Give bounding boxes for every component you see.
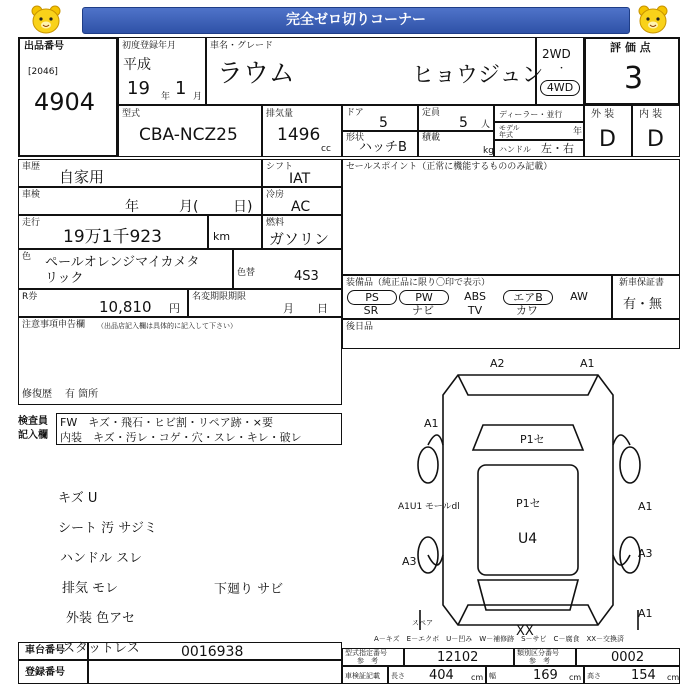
shift-label: シフト [266,162,294,172]
hand-note-4: 排気 モレ [62,581,119,596]
shape-box [342,131,418,157]
diagram-mark-a1-rear: A1 [638,607,653,620]
dims-label: 車検証記載 [345,672,380,680]
load-unit: kg [483,146,494,156]
model-designation-label: 型式指定番号 [345,649,387,657]
displacement-box [262,105,342,157]
reg-month-unit: 月 [193,92,203,102]
recycle-value: 10,810 [99,298,152,316]
category-ref: 参 考 [529,657,550,665]
car-grade: ヒョウジュン [412,63,544,88]
hand-note-extra: 下廻り サビ [214,582,284,597]
model-value: CBA-NCZ25 [139,125,238,145]
inspector-row-1: FW キズ・飛石・ヒビ割・リペア跡・×要 [60,416,273,429]
fuel-label: 燃料 [266,218,285,228]
color-label: 色 [22,252,32,262]
ac-box [262,187,342,215]
grade-box [584,37,680,105]
capacity-box [418,105,494,131]
registry-label-box [18,660,88,684]
reg-era: 平成 [123,57,151,73]
diagram-mark-u4: U4 [518,531,538,547]
registry-value-box [88,660,342,684]
length-value: 404 [429,668,454,683]
notes-label: 注意事項申告欄 [22,320,86,330]
diagram-mark-a3-right: A3 [638,547,653,560]
inspector-label-2: 記入欄 [18,430,48,441]
equipment-item: エアB [503,290,553,305]
chassis-label: 車台番号 [25,645,65,656]
sales-point-label: セールスポイント（正常に機能するもののみ記載） [346,162,553,172]
lot-sub: [2046] [28,67,58,77]
dims-label-box [342,666,388,684]
dealer-box [494,105,584,122]
color-line2: リック [45,271,84,286]
car-box [206,37,544,105]
diagram-legend: A－キズ E－エクボ U－凹み W－補修跡 S－サビ C－腐食 XX－交換済 [374,635,625,643]
equipment-box [342,275,612,319]
load-label: 積載 [422,133,441,143]
mileage-box [18,215,208,249]
grade-int: D [647,127,664,152]
drive-4wd: 4WD [540,80,580,96]
fuel-box [262,215,342,249]
equipment-item: SR [363,304,379,317]
shift-value: IAT [289,171,311,187]
diagram-mark-a1-left: A1 [424,417,439,430]
reg-year-unit: 年 [161,92,171,102]
equipment-item: AW [570,290,588,303]
inspection-label: 車検 [22,190,41,200]
shape-value: ハッチB [359,140,407,155]
handle-label: ハンドル [499,145,531,154]
auction-sheet [18,37,680,692]
hand-note-5: 外装 色アセ [66,611,136,626]
inspector-row-2: 内装 キズ・汚レ・コゲ・穴・スレ・キレ・破レ [60,431,302,444]
drive-box [536,37,584,105]
doors-value: 5 [379,115,388,131]
car-label: 車名・グレード [210,41,274,51]
capacity-value: 5 [459,115,468,131]
handle-value: 左・右 [541,142,574,155]
color-code-box [233,249,342,289]
height-value: 154 [631,668,656,683]
equipment-row-1 [347,290,609,304]
equipment-item: PW [399,290,449,305]
chassis-label-box [18,642,88,660]
model-designation-label-box [342,648,404,666]
width-value: 169 [533,668,558,683]
color-code: 4S3 [294,269,319,284]
usage-box [18,159,262,187]
model-year-label: モデル 年式 [499,124,520,139]
car-damage-diagram [398,355,660,635]
capacity-unit: 人 [481,120,491,130]
inspection-box [18,187,262,215]
model-year-unit: 年 [573,127,583,137]
dealer-label: ディーラー・並行 [499,110,563,119]
name-change-box [188,289,342,317]
height-unit: cm [667,673,680,682]
reg-year: 19 [127,78,150,99]
model-box [118,105,262,157]
model-label: 型式 [122,109,141,119]
mileage-unit-box [208,215,262,249]
name-change-day: 日 [317,302,328,315]
diagram-mark-a1-right: A1 [638,500,653,513]
notes-box [18,317,342,405]
page-title: 完全ゼロ切りコーナー [82,7,630,34]
bear-mascot-icon [28,4,64,36]
usage-value: 自家用 [59,168,105,186]
equipment-item: TV [467,304,483,317]
warranty-value: 有・無 [623,297,663,312]
width-unit: cm [569,673,582,682]
drive-dot: ・ [557,64,567,74]
inspector-label-1: 検査員 [18,416,48,427]
hand-note-6: スタットレス [62,641,140,656]
color-code-label: 色替 [237,268,256,278]
category-label-box [514,648,576,666]
displacement-value: 1496 [277,125,321,145]
warranty-label: 新車保証書 [619,278,665,288]
diagram-mark-xx: XX [516,624,534,635]
ac-label: 冷房 [266,190,285,200]
height-box [584,666,680,684]
load-box [418,131,494,157]
lot-number: 4904 [34,88,96,116]
equipment-item: ABS [464,290,486,303]
drive-2wd: 2WD [542,47,571,61]
diagram-mark-a3-left: A3 [402,555,417,568]
lot-label: 出品番号 [24,41,64,52]
fuel-value: ガソリン [269,230,330,248]
grade-int-box [632,105,680,157]
diagram-mark-p1-roof: P1セ [516,497,541,510]
shape-label: 形状 [346,133,365,143]
inspection-month: 月( [179,199,199,215]
recycle-label: R券 [22,292,38,302]
equipment-item: カワ [516,304,538,317]
bear-mascot-icon [635,4,671,36]
warranty-box [612,275,680,319]
hand-note-2: シート 汚 サジミ [58,521,158,536]
grade-score: 3 [624,61,644,96]
category-label: 類別区分番号 [517,649,559,657]
notes-sub: （出品店記入欄は具体的に記入して下さい） [97,322,237,330]
name-change-label: 名変期限期限 [192,292,247,302]
hand-note-1: キズ U [58,491,98,506]
color-box [18,249,233,289]
length-box [388,666,486,684]
mileage-value: 19万1千923 [63,227,162,247]
mileage-label: 走行 [22,218,41,228]
category: 0002 [611,650,645,665]
reg-box [118,37,206,105]
inspection-year: 年 [125,199,139,215]
model-designation: 12102 [437,650,479,665]
displacement-unit: cc [321,144,331,154]
grade-ext: D [599,127,616,152]
grade-label: 評 価 点 [610,41,651,54]
height-label: 高さ [587,672,601,680]
chassis-value: 0016938 [181,644,244,660]
recycle-unit: 円 [169,302,180,315]
grade-int-label: 内 装 [639,109,663,120]
chassis-value-box [88,642,342,660]
repair-label: 修復歴 [22,389,52,400]
equipment-item [555,304,603,317]
recycle-box [18,289,188,317]
model-designation-box [404,648,514,666]
diagram-mark-a2: A2 [490,357,505,370]
inspector-box [56,413,342,445]
registry-label: 登録番号 [25,667,65,678]
category-box [576,648,680,666]
grade-ext-label: 外 装 [591,109,615,120]
reg-label: 初度登録年月 [122,41,177,51]
spare-label: スペア [412,619,433,627]
diagram-mark-a1-top: A1 [580,357,595,370]
mileage-unit: km [213,230,231,243]
name-change-month: 月 [283,302,294,315]
grade-ext-box [584,105,632,157]
doors-label: ドア [346,108,364,118]
model-designation-ref: 参 考 [357,657,378,665]
usage-label: 車歴 [22,162,41,172]
lot-box [18,37,118,157]
later-box [342,319,680,349]
inspection-day: 日) [233,199,253,215]
equipment-label: 装備品（純正品に限り〇印で表示） [346,278,491,288]
displacement-label: 排気量 [266,109,294,119]
sales-point-box [342,159,680,275]
later-label: 後日品 [346,322,374,332]
diagram-mark-p1-front: P1セ [520,433,545,446]
equipment-item: PS [347,290,397,305]
equipment-row-2 [347,304,609,318]
car-name: ラウム [217,59,295,89]
handle-box [494,140,584,157]
ac-value: AC [291,199,311,215]
equipment-item: ナビ [412,304,434,317]
diagram-mark-a1u1: A1U1 モールdl [398,502,460,512]
length-label: 長さ [391,672,405,680]
shift-box [262,159,342,187]
doors-box [342,105,418,131]
reg-month: 1 [175,78,187,99]
model-year-box [494,122,584,140]
hand-note-3: ハンドル スレ [60,551,143,566]
color-line1: ペールオレンジマイカメタ [45,255,200,270]
capacity-label: 定員 [422,108,441,118]
length-unit: cm [471,673,484,682]
width-label: 幅 [489,672,496,680]
repair-value: 有 箇所 [65,389,99,400]
width-box [486,666,584,684]
